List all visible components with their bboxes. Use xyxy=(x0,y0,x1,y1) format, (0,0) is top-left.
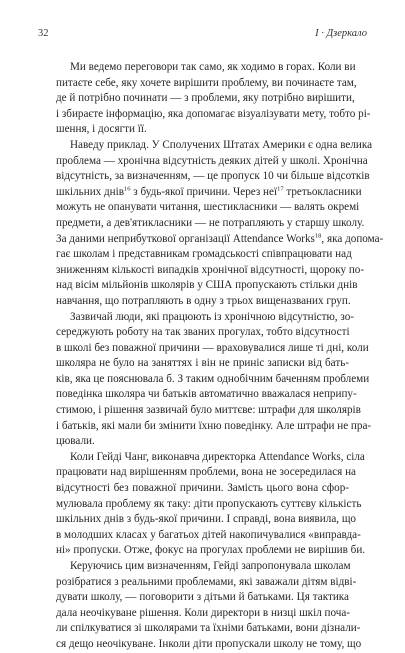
text-line: стимою, і рішення зазвичай було миттєве: штрафи для школярів xyxy=(56,404,361,417)
text-line: цювали. xyxy=(56,435,95,448)
text-line: Коли Гейді Чанг, виконавча директорка Attendance Works, сіла xyxy=(70,450,365,463)
footnote-ref: 18 xyxy=(314,231,322,239)
text-line: ли спілкуватися зі школярами та їхніми батьками, вони дізнали- xyxy=(56,622,361,635)
text-fragment: шкільних днів xyxy=(56,185,124,198)
text-line: середжують роботу на так званих прогулах, тобто відсутності xyxy=(56,326,350,339)
text-line: Наведу приклад. У Сполучених Штатах Америки є одна велика xyxy=(70,138,373,151)
footnote-ref: 17 xyxy=(277,185,284,193)
text-line xyxy=(56,185,362,201)
text-line: дала неочікуване рішення. Коли директори в низці шкіл поча- xyxy=(56,606,351,619)
text-fragment: За даними неприбуткової організації Attendance Works xyxy=(56,232,315,245)
text-line: над вісім мільйонів школярів у США пропускають стільки днів xyxy=(56,279,358,292)
text-fragment: , яка допома- xyxy=(321,232,384,245)
text-line: працювати над вирішенням проблеми, вона не зосередилася на xyxy=(56,466,356,479)
text-line: гає школам і представникам громадськості співпрацювати над xyxy=(56,248,352,261)
body-text xyxy=(56,60,384,653)
text-fragment: третьокласники xyxy=(286,185,362,198)
paragraph xyxy=(56,559,362,653)
text-line: предмети, а дев'ятикласники — не потрапляють у старшу школу. xyxy=(56,216,365,229)
text-line: ся дещо неочікуване. Інколи діти пропускали школу не тому, що xyxy=(56,637,362,650)
text-line: в молодших класах у багатьох дітей накопичувалися «виправда- xyxy=(56,528,361,541)
text-line: поведінка школяра чи батьків автоматично вважалася неприпу- xyxy=(56,388,357,401)
text-line: і збираєте інформацію, яка допомагає візуалізувати мету, тобто рі- xyxy=(56,107,371,120)
text-line xyxy=(56,231,384,248)
text-line: і батьків, які мали би змінити їхню поведінку. Але штрафи не пра- xyxy=(56,419,372,432)
page-header xyxy=(38,28,367,42)
page-number: 32 xyxy=(38,28,49,39)
text-line: шкільних днів з будь-якої причини. І справді, вона виявила, що xyxy=(56,513,356,526)
text-line: розібратися з реальними проблемами, які заважали дітям відві- xyxy=(56,575,357,588)
text-line: Ми ведемо переговори так само, як ходимо в горах. Коли ви xyxy=(70,61,356,73)
footnote-ref: 16 xyxy=(124,185,131,193)
paragraph xyxy=(56,310,372,450)
text-fragment: з будь-якої причини. Через неї xyxy=(133,185,278,198)
text-line: в школі без поважної причини — враховувалися лише ті дні, коли xyxy=(56,341,369,354)
running-head: I · Дзеркало xyxy=(315,28,367,39)
text-line: проблема — хронічна відсутність деяких дітей у школі. Хронічна xyxy=(56,154,368,167)
text-line: зниженням кількості випадків хронічної відсутності, щороку по- xyxy=(56,263,365,276)
text-line: можуть не опанувати читання, шестикласники — валять окремі xyxy=(56,201,360,214)
paragraph xyxy=(56,138,384,310)
text-line: відсутності без поважної причини. Замість цього вона сфор- xyxy=(56,482,349,495)
text-line: ні» пропуски. Отже, фокус на прогулах проблеми не вирішив би. xyxy=(56,544,366,557)
text-line: відсутність, за визначенням, — це пропуск 10 чи більше відсотків xyxy=(56,170,370,183)
text-line: навчання, що потрапляють в одну з трьох вищеназваних груп. xyxy=(56,294,351,307)
text-line: ків, яка це пояснювала б. З таким однобічним баченням проблеми xyxy=(56,372,370,385)
text-line: де й потрібно починати — з проблеми, яку потрібно вирішити, xyxy=(56,92,355,105)
paragraph xyxy=(56,60,371,138)
text-line: мулювала проблему як таку: діти пропускають суттєву кількість xyxy=(56,497,362,510)
paragraph xyxy=(56,450,366,559)
text-line: питаєте себе, яку хочете вирішити проблему, ви починаєте там, xyxy=(56,76,357,89)
text-line: школяра не було на заняттях і він не приніс записки від бать- xyxy=(56,357,349,370)
text-line: Керуючись цим визначенням, Гейді запропонувала школам xyxy=(70,560,351,572)
text-line: Зазвичай люди, які працюють із хронічною відсутністю, зо- xyxy=(70,310,354,323)
text-line: шення, і досягти її. xyxy=(56,123,147,136)
text-line: дувати школу, — поговорити з дітьми й батьками. Ця тактика xyxy=(56,591,349,604)
